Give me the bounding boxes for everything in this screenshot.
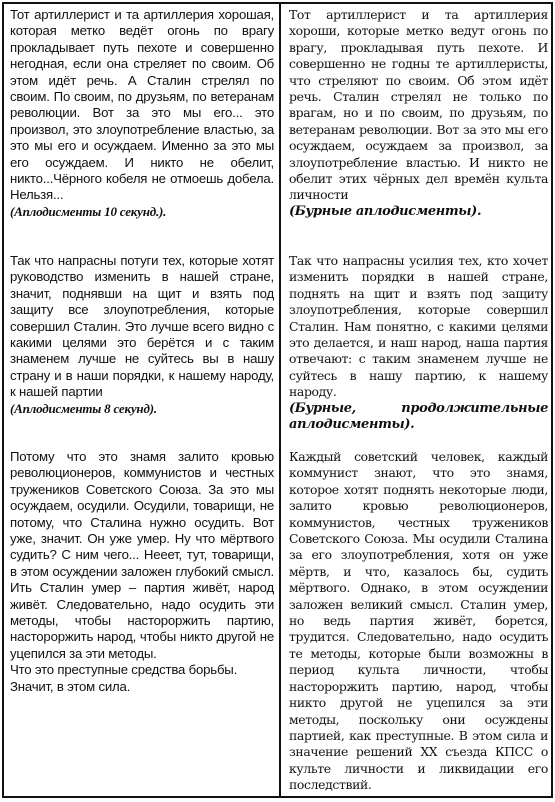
right-paragraph-1-text: Тот артиллерист и та артиллерия хороши, которые метко ведут огонь по врагу, прокладывая путь пехоте. И совершенно не годны те артиллеристы, что стреляют по своим. Об этом идёт речь. Сталин стрелял не только по врагам, но и по своим, по друзьям, по ветеранам революции. Вот за это мы его осуждаем, осуждаем за произвол, за злоупотребление властью. И никто не обелит этих чёрных дел времён культа личности [289,7,548,203]
right-paragraph-3-text: Каждый советский человек, каждый коммунист знают, что это знамя, которое хотят поднять некоторые люди, залито кровью революционеров, коммунистов, честных тружеников Советского Союза. Мы осудили Сталина за его злоупотребления, хотя он уже мёртв, и что, казалось бы, судить мёртвого. Однако, в этом осуждении заложен великий смысл. Сталин умер, но ведь партия живёт, борется, трудится. Следовательно, надо осудить те методы, которые были возможны в период культа личности, чтобы настороржить партию, народ, чтобы никто другой не уцепился за эти методы, поскольку они осуждены партией, как преступные. В этом сила и значение решений XX съезда КПСС о культе личности и ликвидации его последствий. [289,449,548,793]
left-paragraph-3-text: Потому что это знамя залито кровью революционеров, коммунистов и честных тружеников Советского Союза. За это мы осуждаем, осудили. Осудили, товарищи, не потому, что Сталина нужно осудить. Вот уже, значит. Он уже умер. Ну что мёртвого судить? С ним чего... Нееет, тут, товарищи, в этом осуждении заложен глубокий смысл. Ить Сталин умер – партия живёт, народ живёт. Следовательно, надо осудить эти методы, чтобы настороржить партию, настороржить народ, чтобы никто другой не уцепился за эти методы. [10,449,274,661]
document-page [2,2,553,798]
right-paragraph-1 [289,7,548,220]
left-paragraph-2 [10,253,274,417]
right-paragraph-2-text: Так что напрасны усилия тех, кто хочет изменить порядки в нашей стране, поднять на щит и взять под защиту злоупотребления, которые совершил Сталин. Нам понятно, с какими целями это делается, и наш народ, наша партия отвечают: с таким знаменем лучше не суйтесь в нашу партию, к нашему народу. [289,253,548,400]
left-paragraph-1 [10,7,274,220]
right-paragraph-1-applause: (Бурные аплодисменты). [289,203,482,219]
column-divider [279,4,281,796]
left-paragraph-4-text: Что это преступные средства борьбы. Значит, в этом сила. [10,662,238,694]
right-paragraph-3 [289,449,548,794]
left-paragraph-2-applause: (Аплодисменты 8 секунд). [10,400,157,416]
left-paragraph-1-applause: (Аплодисменты 10 секунд.). [10,203,167,219]
left-paragraph-3 [10,449,274,695]
right-paragraph-2 [289,253,548,433]
right-paragraph-2-applause: (Бурные, продолжительные аплодисменты). [289,400,548,433]
left-paragraph-2-text: Так что напрасны потуги тех, которые хотят руководство изменить в нашей стране, значит, поднявши на щит и взять под защиту все злоупотребления, которые совершил Сталин. Это лучше всего видно с какими целями это берётся и с таким знаменем лучше не суйтесь вы в нашу страну и в наши порядки, к нашему народу, к нашей партии [10,253,274,400]
left-paragraph-1-text: Тот артиллерист и та артиллерия хорошая, которая метко ведёт огонь по врагу прокладывает путь пехоте и совершенно негодная, если она стреляет по своим. Об этом идёт речь. А Сталин стрелял по своим. По своим, по друзьям, по ветеранам революции. Вот за это мы его... это произвол, это злоупотребление властью, за это мы его и осуждаем. Именно за это мы его осуждаем. И никто не обелит, никто...Чёрного кобеля не отмоешь добела. Нельзя... [10,7,274,203]
